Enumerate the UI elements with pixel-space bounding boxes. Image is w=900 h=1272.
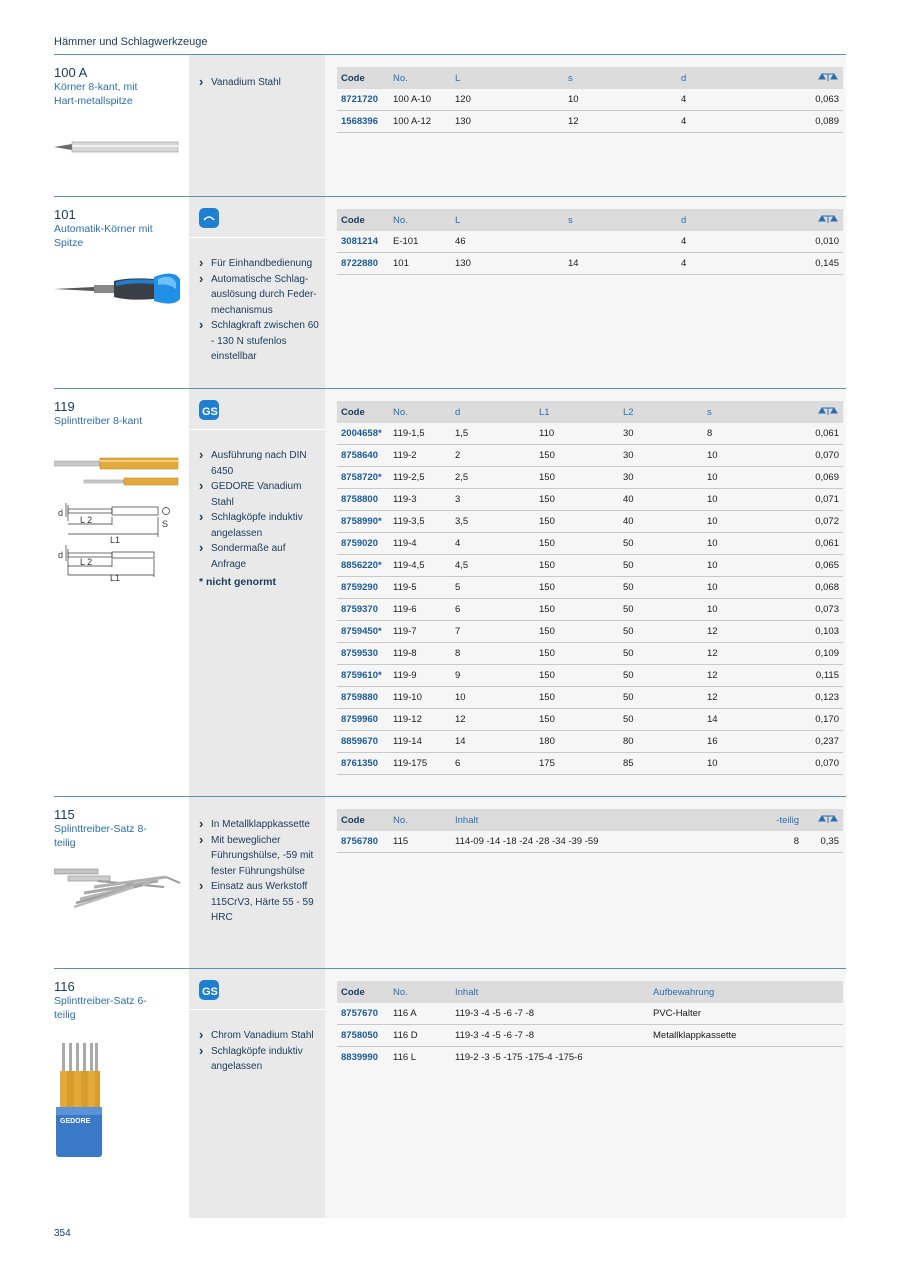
- table-row: [337, 665, 843, 687]
- cell: 12: [564, 111, 677, 133]
- cell: 119-175: [389, 753, 451, 775]
- cell: 0,061: [787, 423, 843, 445]
- table-row: [337, 1025, 843, 1047]
- product-number: 119: [54, 399, 75, 414]
- cell: 119-2: [389, 445, 451, 467]
- diagram-label: L1: [110, 573, 121, 581]
- cell: 150: [535, 445, 619, 467]
- product-table: [337, 209, 843, 275]
- cell: 150: [535, 489, 619, 511]
- table-row: [337, 753, 843, 775]
- table-row: [337, 709, 843, 731]
- cell: 8758720*: [337, 467, 389, 489]
- cell: 100 A-10: [389, 89, 451, 111]
- cell: 50: [619, 577, 703, 599]
- cell: 4,5: [451, 555, 535, 577]
- cell: 119-2,5: [389, 467, 451, 489]
- cell: 0,071: [787, 489, 843, 511]
- cell: 16: [703, 731, 787, 753]
- col-header: s: [564, 209, 677, 231]
- cell: 12: [703, 621, 787, 643]
- diagram-label: S: [162, 519, 169, 529]
- features-column: [189, 197, 325, 388]
- cell: 80: [619, 731, 703, 753]
- cell: 8758050: [337, 1025, 389, 1047]
- cell: 30: [619, 445, 703, 467]
- cell: 8759880: [337, 687, 389, 709]
- col-header: Inhalt: [451, 809, 757, 831]
- col-header: Inhalt: [451, 981, 649, 1003]
- cell: 116 L: [393, 1052, 417, 1063]
- table-row: [337, 445, 843, 467]
- cell: 12: [451, 709, 535, 731]
- cell: 8856220*: [337, 555, 389, 577]
- col-header: -teilig: [757, 809, 803, 831]
- cell: 4: [677, 89, 790, 111]
- cell: PVC-Halter: [649, 1003, 843, 1025]
- cell: 8761350: [337, 753, 389, 775]
- cell: 116 A: [389, 1003, 451, 1025]
- feature-item: › Schlagköpfe induktiv angelassen: [199, 510, 321, 541]
- cell: 8859670: [337, 731, 389, 753]
- product-number: 115: [54, 807, 75, 822]
- cell: 150: [535, 511, 619, 533]
- cell: 8: [451, 643, 535, 665]
- cell: 1,5: [451, 423, 535, 445]
- product-name: Splinttreiber 8-kant: [54, 415, 143, 427]
- table-row: [337, 555, 843, 577]
- cell: 5: [451, 577, 535, 599]
- cell: 130: [451, 253, 564, 275]
- diagram-label: L 2: [80, 557, 93, 567]
- cell: 150: [535, 555, 619, 577]
- cell: 8759530: [337, 643, 389, 665]
- cell: Metallklappkassette: [649, 1025, 843, 1047]
- col-header: s: [564, 67, 677, 89]
- cell: 8758990*: [337, 511, 389, 533]
- table-column: [325, 969, 846, 1218]
- col-header: Code: [337, 809, 389, 831]
- cell: 50: [619, 643, 703, 665]
- cell: 3: [451, 489, 535, 511]
- section-100a: [54, 55, 846, 196]
- cell: 0,063: [790, 89, 843, 111]
- cell: 30: [619, 423, 703, 445]
- weight-icon: [803, 809, 843, 831]
- cell: 4: [677, 253, 790, 275]
- cell: 10: [703, 445, 787, 467]
- product-number: 101: [54, 207, 76, 222]
- feature-item: › Schlagköpfe induktiv angelassen: [199, 1044, 321, 1075]
- cell: 119-8: [389, 643, 451, 665]
- table-row: [337, 511, 843, 533]
- divider: [189, 237, 325, 238]
- cell: 10: [703, 533, 787, 555]
- cell: 30: [619, 467, 703, 489]
- feature-item: › Für Einhandbedienung: [199, 256, 321, 272]
- automatic-punch-image: [54, 267, 182, 305]
- cell: 130: [451, 111, 564, 133]
- cell: 119-4,5: [389, 555, 451, 577]
- cell: 8759290: [337, 577, 389, 599]
- features-column: [189, 55, 325, 196]
- table-row: [337, 599, 843, 621]
- center-punch-image: [54, 139, 180, 155]
- feature-item: › Automatische Schlag-auslösung durch Feder-mechanismus: [199, 272, 321, 319]
- diagram-label: d: [58, 550, 64, 560]
- product-table: [337, 401, 843, 775]
- cell: 8759450*: [337, 621, 389, 643]
- cell: 12: [703, 643, 787, 665]
- table-header-row: [337, 209, 843, 231]
- cell: [649, 1047, 843, 1069]
- cell: 50: [619, 709, 703, 731]
- product-title: [54, 399, 182, 428]
- cell: 14: [564, 253, 677, 275]
- product-name: Automatik-Körner mit Spitze: [54, 223, 153, 249]
- cell: 10: [451, 687, 535, 709]
- col-header: No.: [389, 401, 451, 423]
- cell: 150: [535, 467, 619, 489]
- cell: 4: [677, 111, 790, 133]
- product-name: Splinttreiber-Satz 6-teilig: [54, 995, 147, 1021]
- table-row: [337, 831, 843, 853]
- cell: 0,068: [787, 577, 843, 599]
- cell: 6: [451, 599, 535, 621]
- cell: 119-4: [389, 533, 451, 555]
- cell: 150: [535, 687, 619, 709]
- one-hand-icon: [199, 208, 219, 228]
- cell: 8: [757, 831, 803, 853]
- cell: 8759960: [337, 709, 389, 731]
- cell: E-101: [389, 231, 451, 253]
- dimension-diagram: [54, 497, 182, 581]
- cell: 4: [677, 231, 790, 253]
- section-115: [54, 797, 846, 968]
- cell: 0,109: [787, 643, 843, 665]
- diagram-label: L1: [110, 535, 121, 545]
- cell: 8757670: [337, 1003, 389, 1025]
- col-header: Code: [337, 981, 389, 1003]
- cell: 2,5: [451, 467, 535, 489]
- diagram-label: d: [58, 508, 64, 518]
- cell: 0,123: [787, 687, 843, 709]
- feature-list: [199, 256, 321, 365]
- table-column: [325, 389, 846, 796]
- cell: 7: [451, 621, 535, 643]
- feature-item: › In Metallklappkassette: [199, 817, 321, 833]
- col-header: No.: [389, 981, 451, 1003]
- cell: 8759610*: [337, 665, 389, 687]
- cell: 150: [535, 599, 619, 621]
- cell: 10: [703, 753, 787, 775]
- cell: 46: [451, 231, 564, 253]
- table-row: [337, 253, 843, 275]
- cell: 40: [619, 489, 703, 511]
- col-header: L2: [619, 401, 703, 423]
- cell: 0,070: [787, 753, 843, 775]
- feature-list: [199, 75, 321, 91]
- footnote: * nicht genormt: [199, 576, 277, 588]
- cell: 150: [535, 709, 619, 731]
- cell: 150: [535, 533, 619, 555]
- cell: 119-9: [389, 665, 451, 687]
- cell: 8758640: [337, 445, 389, 467]
- cell: 0,061: [787, 533, 843, 555]
- feature-list: [199, 817, 321, 926]
- cell: 150: [535, 665, 619, 687]
- col-header: Code: [337, 401, 389, 423]
- feature-item: › Schlagkraft zwischen 60 - 130 N stufenlos einstellbar: [199, 318, 321, 365]
- table-row: [337, 1003, 843, 1025]
- page-number: 354: [54, 1228, 71, 1239]
- cell: 85: [619, 753, 703, 775]
- table-row: [337, 111, 843, 133]
- cell: 8839990: [341, 1052, 378, 1063]
- cell: 10: [564, 89, 677, 111]
- gs-certification-icon: [199, 400, 219, 420]
- cell: 115: [389, 831, 451, 853]
- table-column: [325, 797, 846, 968]
- cell: 40: [619, 511, 703, 533]
- features-column: [189, 797, 325, 968]
- features-column: [189, 969, 325, 1218]
- col-header: No.: [389, 67, 451, 89]
- product-number: 100 A: [54, 65, 88, 80]
- col-header: No.: [389, 809, 451, 831]
- table-row: [337, 577, 843, 599]
- table-row: [337, 533, 843, 555]
- cell: 119-10: [389, 687, 451, 709]
- cell: 119-7: [389, 621, 451, 643]
- table-row: [337, 423, 843, 445]
- cell: 12: [703, 687, 787, 709]
- cell: 50: [619, 555, 703, 577]
- table-header-row: [337, 67, 843, 89]
- table-row: [337, 621, 843, 643]
- table-row: [337, 467, 843, 489]
- weight-icon: [790, 209, 843, 231]
- cell: 12: [703, 665, 787, 687]
- divider: [189, 429, 325, 430]
- cell: 10: [703, 555, 787, 577]
- cell: 14: [703, 709, 787, 731]
- feature-item: › Einsatz aus Werkstoff 115CrV3, Härte 55 - 59 HRC: [199, 879, 321, 926]
- table-header-row: [337, 809, 843, 831]
- cell: 0,237: [787, 731, 843, 753]
- col-header: L1: [535, 401, 619, 423]
- cell: 8758800: [337, 489, 389, 511]
- cell: 8759020: [337, 533, 389, 555]
- table-row: [337, 731, 843, 753]
- gs-certification-icon: [199, 980, 219, 1000]
- cell: 119-14: [389, 731, 451, 753]
- cell: 114-09 -14 -18 -24 -28 -34 -39 -59: [451, 831, 757, 853]
- product-title: [54, 979, 182, 1022]
- product-table: [337, 981, 843, 1068]
- table-row: [337, 231, 843, 253]
- cell: 8721720: [337, 89, 389, 111]
- product-name: Körner 8-kant, mit Hart-metallspitze: [54, 81, 138, 107]
- col-header: s: [703, 401, 787, 423]
- cell: [564, 231, 677, 253]
- product-table: [337, 67, 843, 133]
- feature-item: › Ausführung nach DIN 6450: [199, 448, 321, 479]
- cell: 0,069: [787, 467, 843, 489]
- product-name: Splinttreiber-Satz 8-teilig: [54, 823, 147, 849]
- col-header: d: [677, 209, 790, 231]
- cell: 8: [703, 423, 787, 445]
- table-row: [337, 489, 843, 511]
- feature-item: › Vanadium Stahl: [199, 75, 321, 91]
- cell: 8722880: [337, 253, 389, 275]
- cell: 0,010: [790, 231, 843, 253]
- cell: 10: [703, 577, 787, 599]
- cell: 0,145: [790, 253, 843, 275]
- col-header: d: [677, 67, 790, 89]
- cell: 50: [619, 665, 703, 687]
- cell: 10: [703, 467, 787, 489]
- cell: 119-6: [389, 599, 451, 621]
- section-101: [54, 197, 846, 388]
- cell: 10: [703, 599, 787, 621]
- cell: 119-1,5: [389, 423, 451, 445]
- cell: 119-12: [389, 709, 451, 731]
- cell: 50: [619, 533, 703, 555]
- cell: 119-3 -4 -5 -6 -7 -8: [451, 1003, 649, 1025]
- col-header: L: [451, 209, 564, 231]
- cell: 180: [535, 731, 619, 753]
- table-row: [337, 89, 843, 111]
- col-header: Code: [337, 209, 389, 231]
- feature-item: › Sondermaße auf Anfrage: [199, 541, 321, 572]
- cell: 150: [535, 621, 619, 643]
- cell: 119-2 -3 -5 -175 -175-4 -175-6: [455, 1052, 583, 1063]
- cell: 0,065: [787, 555, 843, 577]
- cell: 119-5: [389, 577, 451, 599]
- cell: 116 D: [389, 1025, 451, 1047]
- col-header: L: [451, 67, 564, 89]
- cell: 10: [703, 489, 787, 511]
- product-table: [337, 809, 843, 853]
- table-column: [325, 55, 846, 196]
- cell: 3081214: [337, 231, 389, 253]
- cell: 8759370: [337, 599, 389, 621]
- cell: 6: [451, 753, 535, 775]
- table-row: [337, 643, 843, 665]
- features-column: [189, 389, 325, 796]
- weight-icon: [790, 67, 843, 89]
- product-title: [54, 65, 182, 108]
- cell: 0,073: [787, 599, 843, 621]
- cell: 119-3 -4 -5 -6 -7 -8: [451, 1025, 649, 1047]
- cell: 0,103: [787, 621, 843, 643]
- feature-list: [199, 1028, 321, 1075]
- cell: 100 A-12: [389, 111, 451, 133]
- cell: 150: [535, 577, 619, 599]
- cell: 50: [619, 599, 703, 621]
- divider: [189, 1009, 325, 1010]
- col-header: Code: [337, 67, 389, 89]
- cell: 119-3,5: [389, 511, 451, 533]
- pin-punch-image: [54, 457, 182, 491]
- cell: 3,5: [451, 511, 535, 533]
- table-row: [337, 1047, 843, 1069]
- cell: 4: [451, 533, 535, 555]
- cell: 0,070: [787, 445, 843, 467]
- table-header-row: [337, 981, 843, 1003]
- cell: 120: [451, 89, 564, 111]
- svg-text:GS: GS: [202, 986, 218, 998]
- cell: 50: [619, 687, 703, 709]
- section-119: [54, 389, 846, 796]
- product-title: [54, 207, 182, 250]
- table-column: [325, 197, 846, 388]
- product-number: 116: [54, 979, 75, 994]
- cell: 101: [389, 253, 451, 275]
- page-header: Hämmer und Schlagwerkzeuge: [54, 36, 208, 48]
- cell: 2004658*: [337, 423, 389, 445]
- cell: 0,115: [787, 665, 843, 687]
- cell: 9: [451, 665, 535, 687]
- cell: 2: [451, 445, 535, 467]
- cell: 0,089: [790, 111, 843, 133]
- cell: 10: [703, 511, 787, 533]
- cell: 150: [535, 643, 619, 665]
- brand-label: GEDORE: [60, 1118, 91, 1125]
- table-row: [337, 687, 843, 709]
- feature-item: › GEDORE Vanadium Stahl: [199, 479, 321, 510]
- cell: 0,35: [803, 831, 843, 853]
- feature-item: › Chrom Vanadium Stahl: [199, 1028, 321, 1044]
- svg-text:GS: GS: [202, 406, 218, 418]
- table-header-row: [337, 401, 843, 423]
- cell: 119-3: [389, 489, 451, 511]
- cell: 1568396: [337, 111, 389, 133]
- feature-list: [199, 448, 321, 588]
- cell: 175: [535, 753, 619, 775]
- feature-item: › Mit beweglicher Führungshülse, -59 mit fester Führungshülse: [199, 833, 321, 880]
- section-116: [54, 969, 846, 1218]
- col-header: d: [451, 401, 535, 423]
- weight-icon: [787, 401, 843, 423]
- diagram-label: L 2: [80, 515, 93, 525]
- col-header: Aufbewahrung: [649, 981, 843, 1003]
- product-title: [54, 807, 182, 850]
- pin-punch-set-image: [54, 867, 182, 909]
- col-header: No.: [389, 209, 451, 231]
- cell: 0,072: [787, 511, 843, 533]
- cell: 0,170: [787, 709, 843, 731]
- pin-punch-holder-image: [54, 1041, 104, 1159]
- cell: 8756780: [337, 831, 389, 853]
- cell: 110: [535, 423, 619, 445]
- cell: 14: [451, 731, 535, 753]
- cell: 50: [619, 621, 703, 643]
